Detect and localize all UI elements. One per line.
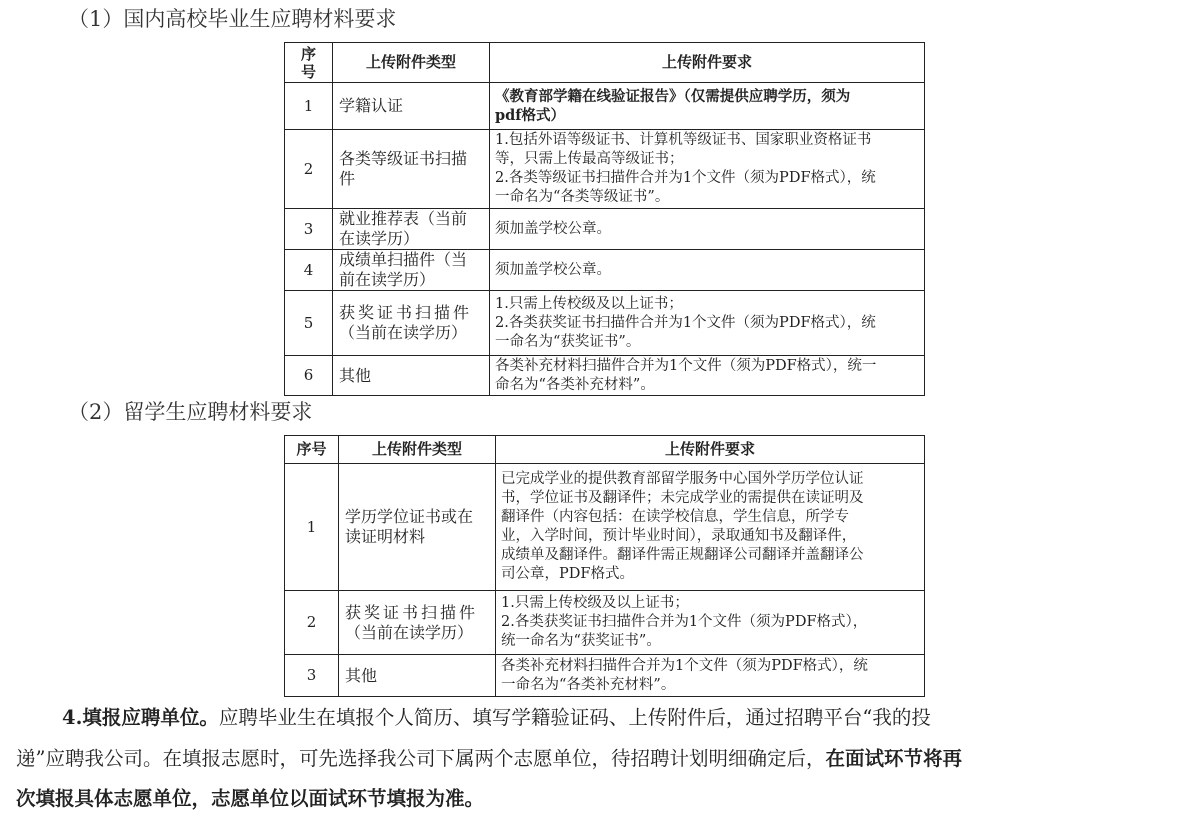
row-type: 获奖证书扫描件 （当前在读学历） (339, 591, 496, 655)
row-num: 2 (285, 130, 333, 209)
row-num: 2 (285, 591, 339, 655)
row-num: 1 (285, 464, 339, 591)
row-req: 《教育部学籍在线验证报告》（仅需提供应聘学历，须为 pdf格式） (490, 83, 925, 130)
row-num: 5 (285, 291, 333, 356)
section2-heading: （2）留学生应聘材料要求 (68, 400, 313, 424)
row-num: 1 (285, 83, 333, 130)
row-req: 1.只需上传校级及以上证书； 2.各类获奖证书扫描件合并为1个文件（须为PDF格式），统 一命名为“获奖证书”。 (490, 291, 925, 356)
row-type: 各类等级证书扫描 件 (333, 130, 490, 209)
row-req: 1.只需上传校级及以上证书； 2.各类获奖证书扫描件合并为1个文件（须为PDF格式）， 统一命名为“获奖证书”。 (496, 591, 925, 655)
row-type: 成绩单扫描件（当 前在读学历） (333, 250, 490, 291)
row-type: 学籍认证 (333, 83, 490, 130)
row-num: 4 (285, 250, 333, 291)
table-row (285, 83, 925, 130)
paragraph-line1-rest: 应聘毕业生在填报个人简历、填写学籍验证码、上传附件后，通过招聘平台“我的投 (218, 706, 931, 729)
paragraph-lead: 4.填报应聘单位。 (62, 706, 219, 729)
paragraph-line-1 (62, 705, 1199, 731)
paragraph-line-3 (16, 786, 1191, 812)
header-num: 序号 (285, 436, 339, 464)
row-req: 须加盖学校公章。 (490, 209, 925, 250)
header-type: 上传附件类型 (333, 43, 490, 83)
table-row (285, 356, 925, 396)
row-type: 获奖证书扫描件 （当前在读学历） (333, 291, 490, 356)
row-req: 各类补充材料扫描件合并为1个文件（须为PDF格式），统 一命名为“各类补充材料”。 (496, 655, 925, 697)
row-num: 3 (285, 209, 333, 250)
row-req: 1.包括外语等级证书、计算机等级证书、国家职业资格证书 等，只需上传最高等级证书； 2.各类等级证书扫描件合并为1个文件（须为PDF格式），统 一命名为“各类等级证书”。 (490, 130, 925, 209)
header-num: 序 号 (285, 43, 333, 83)
table-row (285, 464, 925, 591)
paragraph-line2-bold: 在面试环节将再 (825, 747, 962, 770)
table-row (285, 591, 925, 655)
table-header-row (285, 43, 925, 83)
row-type: 就业推荐表（当前 在读学历） (333, 209, 490, 250)
paragraph-line3-bold: 次填报具体志愿单位，志愿单位以面试环节填报为准。 (16, 787, 485, 810)
row-req: 已完成学业的提供教育部留学服务中心国外学历学位认证 书，学位证书及翻译件；未完成学业的需提供在读证明及 翻译件（内容包括：在读学校信息，学生信息，所学专 业，入学时间，预计毕业时间），录取通知书及翻译件， 成绩单及翻译件。翻译件需正规翻译公司翻译并盖翻译公 司公章，PDF格式。 (496, 464, 925, 591)
row-req: 须加盖学校公章。 (490, 250, 925, 291)
header-req: 上传附件要求 (490, 43, 925, 83)
overseas-materials-table (284, 435, 925, 697)
section1-heading: （1）国内高校毕业生应聘材料要求 (68, 7, 397, 31)
header-type: 上传附件类型 (339, 436, 496, 464)
table-header-row (285, 436, 925, 464)
paragraph-line2-normal: 递”应聘我公司。在填报志愿时，可先选择我公司下属两个志愿单位，待招聘计划明细确定后， (16, 747, 826, 770)
row-num: 3 (285, 655, 339, 697)
row-num: 6 (285, 356, 333, 396)
table-row (285, 655, 925, 697)
header-req: 上传附件要求 (496, 436, 925, 464)
table-row (285, 130, 925, 209)
table-row (285, 250, 925, 291)
row-req: 各类补充材料扫描件合并为1个文件（须为PDF格式），统一 命名为“各类补充材料”。 (490, 356, 925, 396)
table-row (285, 209, 925, 250)
table-row (285, 291, 925, 356)
row-type: 学历学位证书或在 读证明材料 (339, 464, 496, 591)
domestic-materials-table (284, 42, 925, 396)
paragraph-line-2 (16, 746, 1191, 772)
row-type: 其他 (333, 356, 490, 396)
row-type: 其他 (339, 655, 496, 697)
